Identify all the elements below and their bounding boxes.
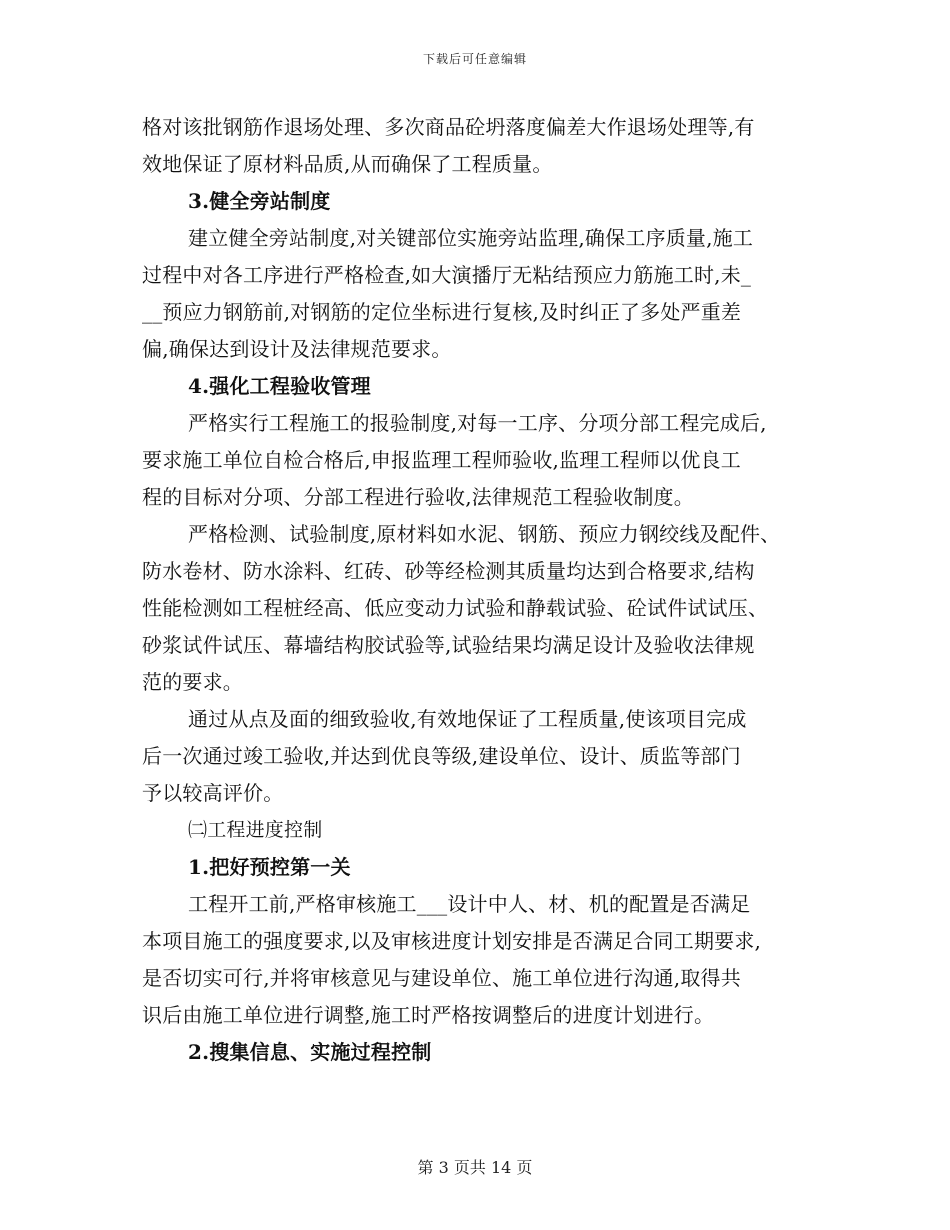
paragraph-line: 工程开工前,严格审核施工___设计中人、材、机的配置是否满足 <box>188 892 751 916</box>
section-heading: 2.搜集信息、实施过程控制 <box>188 1040 432 1064</box>
paragraph-line: 后一次通过竣工验收,并达到优良等级,建设单位、设计、质监等部门 <box>142 744 741 768</box>
paragraph-line: 范的要求。 <box>142 670 243 694</box>
paragraph-line: 予以较高评价。 <box>142 781 284 805</box>
paragraph-line: 程的目标对分项、分部工程进行验收,法律规范工程验收制度。 <box>142 485 694 509</box>
subsection-title: ㈡工程进度控制 <box>188 819 323 841</box>
page-header-note: 下载后可任意编辑 <box>422 52 527 66</box>
paragraph-line: __预应力钢筋前,对钢筋的定位坐标进行复核,及时纠正了多处严重差 <box>142 300 742 324</box>
section-heading: 4.强化工程验收管理 <box>188 374 371 398</box>
paragraph-line: 识后由施工单位进行调整,施工时严格按调整后的进度计划进行。 <box>142 1003 715 1027</box>
section-heading: 1.把好预控第一关 <box>188 855 351 879</box>
document-body <box>142 109 822 1071</box>
paragraph-line: 效地保证了原材料品质,从而确保了工程质量。 <box>142 152 553 176</box>
paragraph-line: 本项目施工的强度要求,以及审核进度计划安排是否满足合同工期要求, <box>142 929 762 953</box>
paragraph-line: 偏,确保达到设计及法律规范要求。 <box>142 337 452 361</box>
paragraph-line: 过程中对各工序进行严格检查,如大演播厅无粘结预应力筋施工时,未_ <box>142 263 752 287</box>
paragraph-line: 性能检测如工程桩经高、低应变动力试验和静载试验、砼试件试试压、 <box>142 596 769 620</box>
page-number: 第 3 页共 14 页 <box>417 1158 533 1177</box>
paragraph-line: 通过从点及面的细致验收,有效地保证了工程质量,使该项目完成 <box>188 707 747 731</box>
paragraph-line: 砂浆试件试压、幕墙结构胶试验等,试验结果均满足设计及验收法律规 <box>142 633 755 657</box>
paragraph-line: 防水卷材、防水涂料、红砖、砂等经检测其质量均达到合格要求,结构 <box>142 559 755 583</box>
paragraph-line: 严格检测、试验制度,原材料如水泥、钢筋、预应力钢绞线及配件、 <box>188 522 781 546</box>
paragraph-line: 格对该批钢筋作退场处理、多次商品砼坍落度偏差大作退场处理等,有 <box>142 115 755 139</box>
paragraph-line: 建立健全旁站制度,对关键部位实施旁站监理,确保工序质量,施工 <box>188 226 754 250</box>
section-heading: 3.健全旁站制度 <box>188 189 331 213</box>
paragraph-line: 是否切实可行,并将审核意见与建设单位、施工单位进行沟通,取得共 <box>142 966 741 990</box>
paragraph-line: 严格实行工程施工的报验制度,对每一工序、分项分部工程完成后, <box>188 411 767 435</box>
paragraph-line: 要求施工单位自检合格后,申报监理工程师验收,监理工程师以优良工 <box>142 448 741 472</box>
